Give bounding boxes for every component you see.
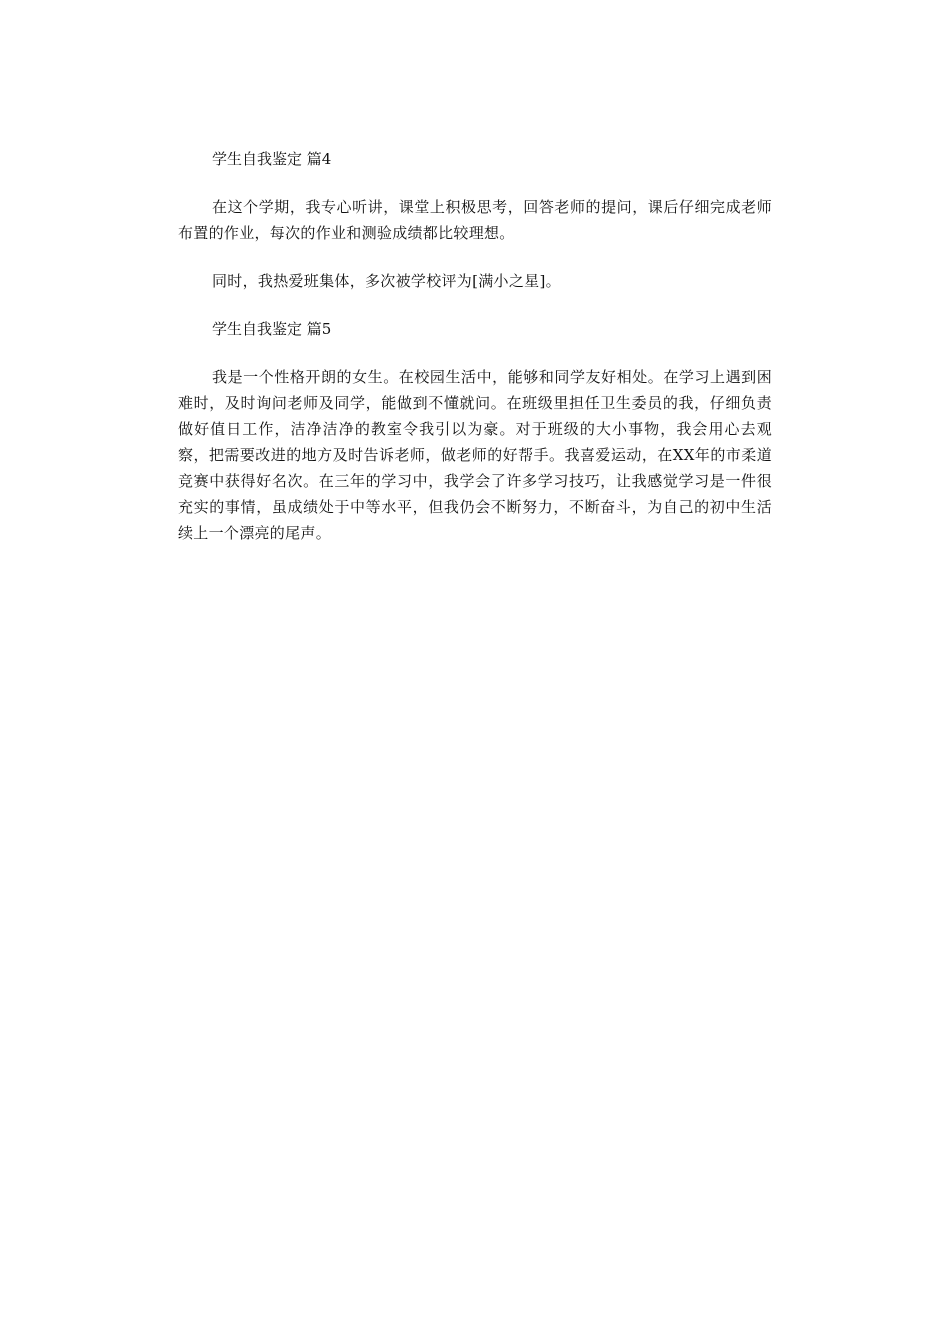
document-body (178, 146, 772, 568)
section-heading-4: 学生自我鉴定 篇4 (212, 150, 332, 168)
section-heading-5: 学生自我鉴定 篇5 (212, 320, 332, 338)
section-5-paragraph-1: 我是一个性格开朗的女生。在校园生活中，能够和同学友好相处。在学习上遇到困难时，及时询问老师及同学，能做到不懂就问。在班级里担任卫生委员的我，仔细负责做好值日工作，洁净洁净的教室令我引以为豪。对于班级的大小事物，我会用心去观察，把需要改进的地方及时告诉老师，做老师的好帮手。我喜爱运动，在XX年的市柔道竞赛中获得好名次。在三年的学习中，我学会了许多学习技巧，让我感觉学习是一件很充实的事情，虽成绩处于中等水平，但我仍会不断努力，不断奋斗，为自己的初中生活续上一个漂亮的尾声。 (178, 368, 772, 542)
section-4-paragraph-2: 同时，我热爱班集体，多次被学校评为[满小之星]。 (212, 272, 561, 290)
section-4-paragraph-1: 在这个学期，我专心听讲，课堂上积极思考，回答老师的提问，课后仔细完成老师布置的作业，每次的作业和测验成绩都比较理想。 (178, 198, 772, 242)
